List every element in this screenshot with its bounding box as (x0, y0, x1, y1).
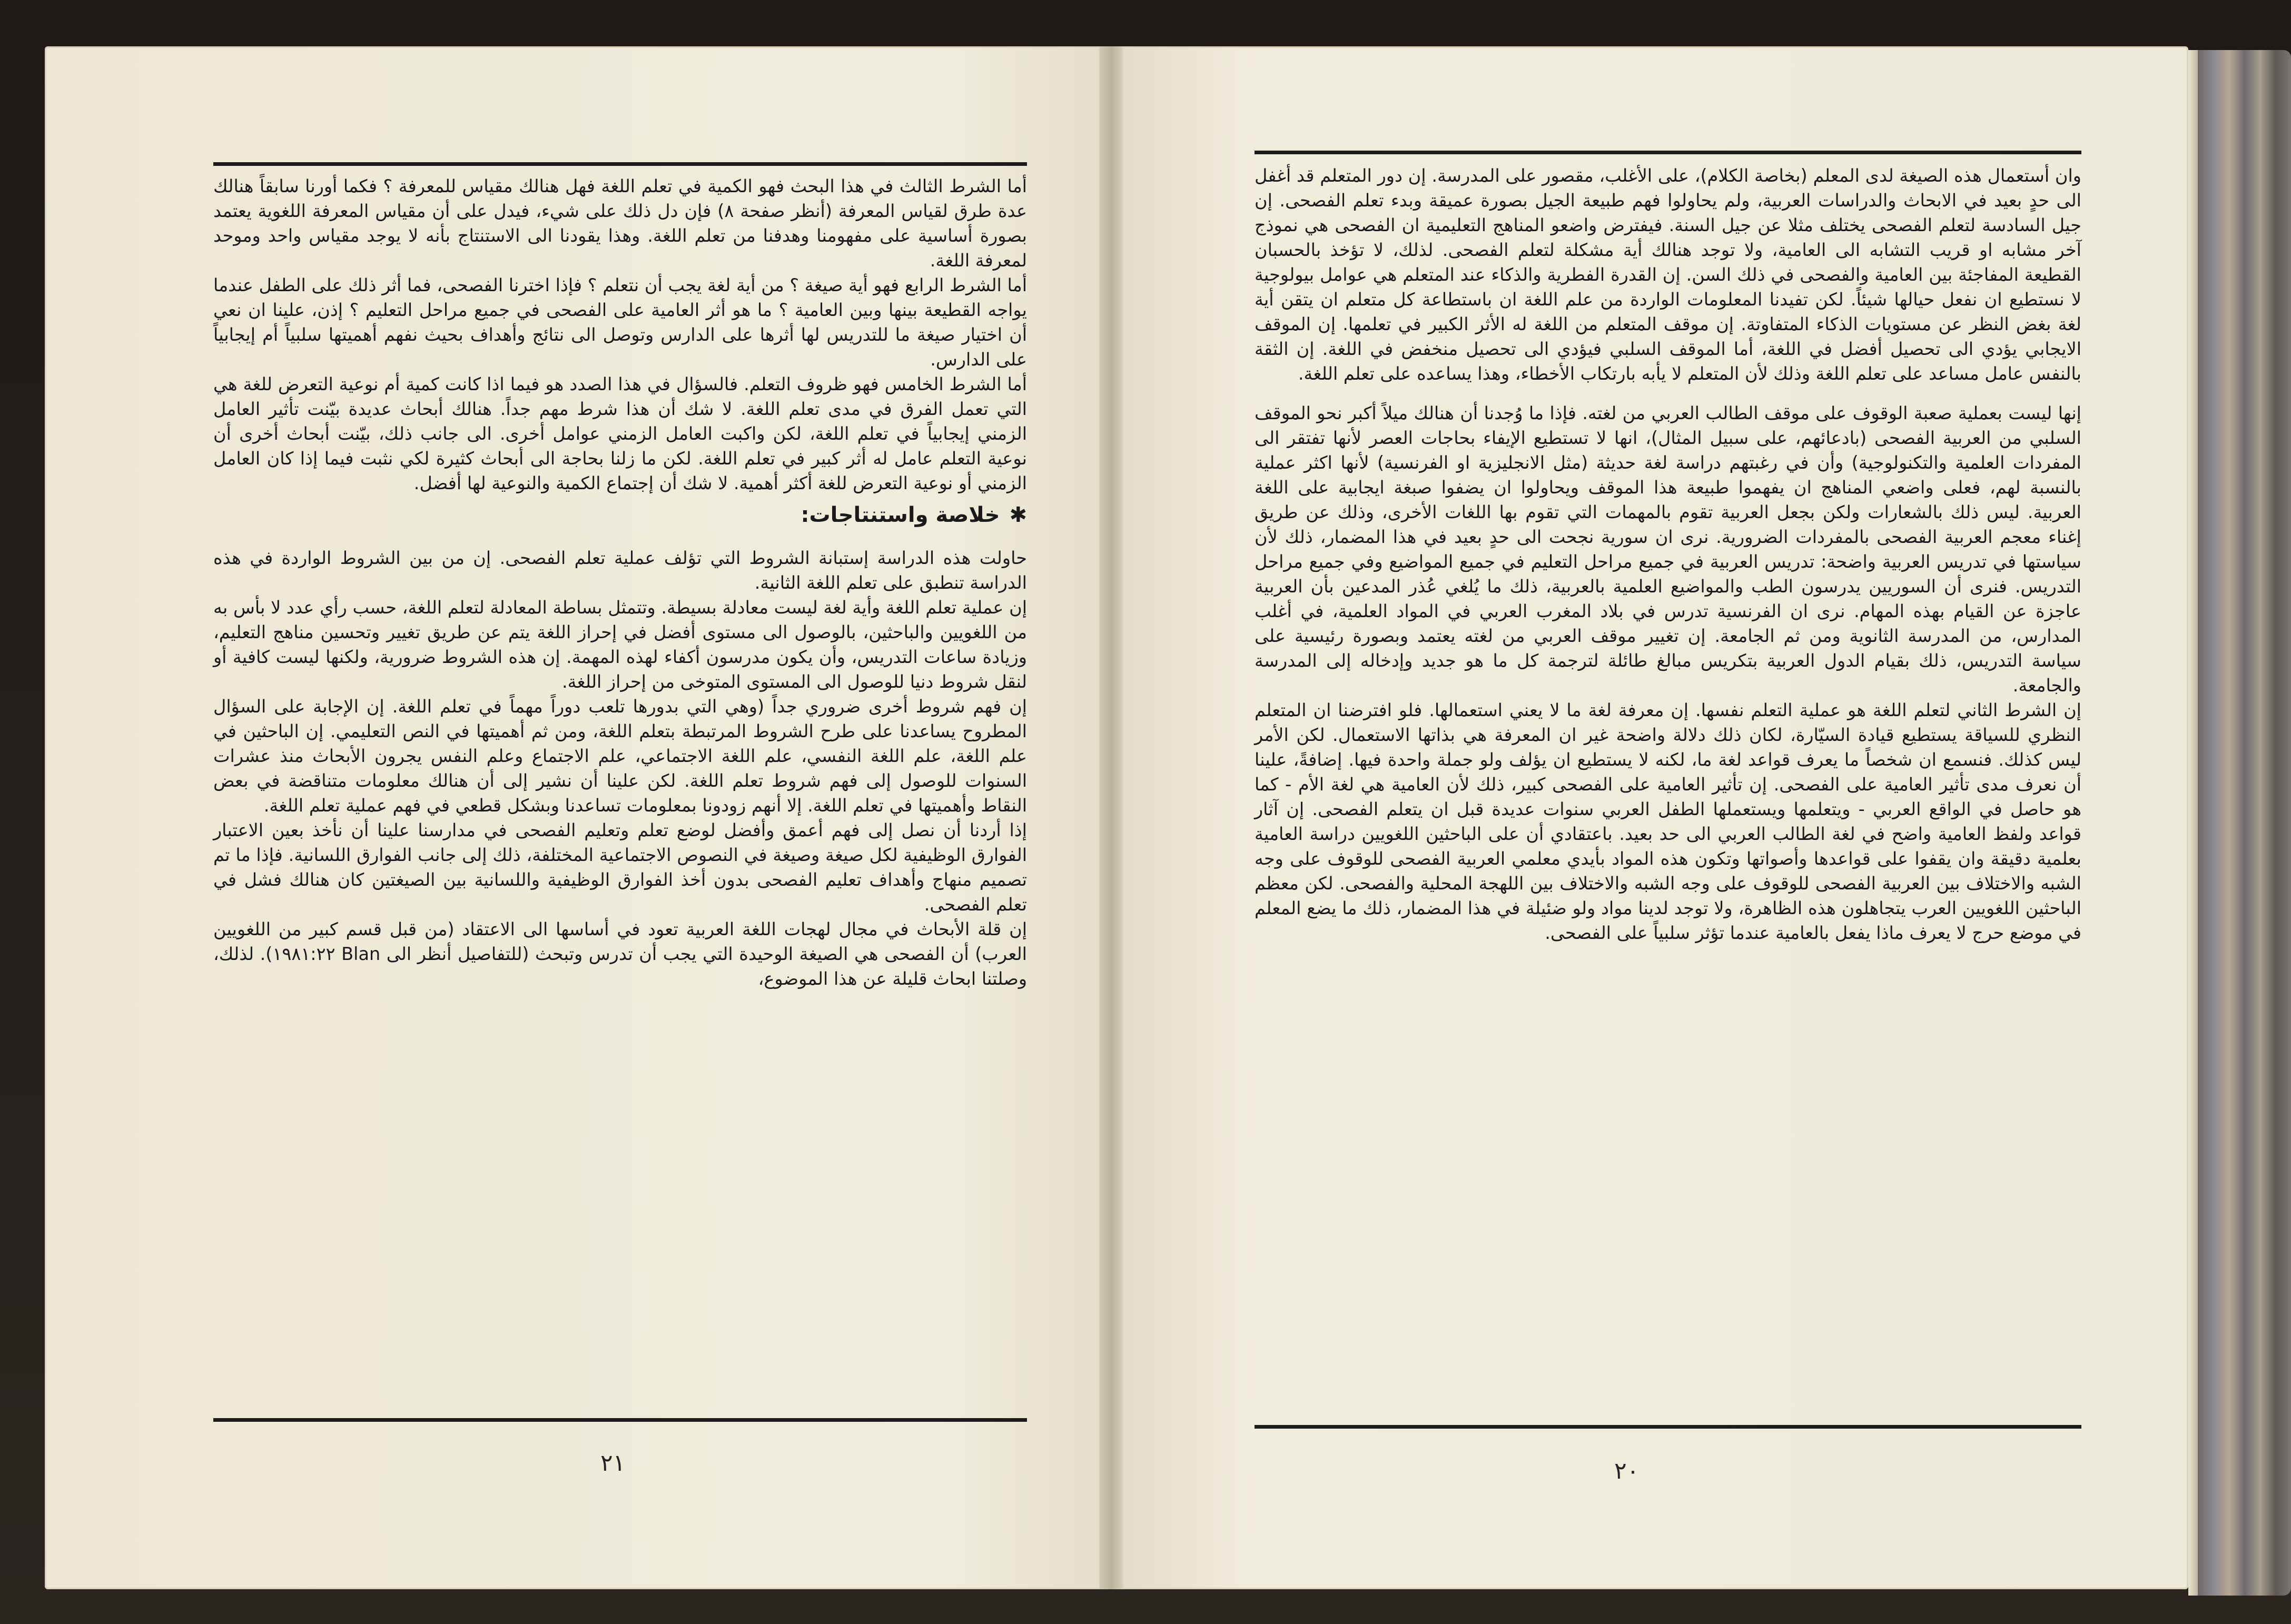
heading-star-icon: ✱ (1009, 503, 1027, 527)
paragraph: إذا أردنا أن نصل إلى فهم أعمق وأفضل لوضع تعلم وتعليم الفصحى في مدارسنا علينا أن نأخذ بعين الاعتبار الفوارق الوظيفية لكل صيغة وصيغة في النصوص الاجتماعية المختلفة، ذلك إلى جانب الفوارق اللسانية. فإذا ما تم تصميم منهاج وأهداف تعليم الفصحى بدون أخذ الفوارق الوظيفية واللسانية بين الصيغتين كان هنالك فشل في تعلم الفصحى. (213, 820, 1027, 915)
right-page-body (1255, 163, 2081, 945)
paragraph: أما الشرط الثالث في هذا البحث فهو الكمية في تعلم اللغة فهل هنالك مقياس للمعرفة ؟ فكما أورنا سابقاً هنالك عدة طرق لقياس المعرفة (أنظر صفحة ٨) فإن دل ذلك على شيء، فيدل على أن مقياس المعرفة اللغوية يعتمد بصورة أساسية على مفهومنا وهدفنا من تعلم اللغة. وهذا يقودنا الى الاستنتاج بأنه لا يوجد مقياس واحد وموحد لمعرفة اللغة. (213, 176, 1027, 271)
paragraph: حاولت هذه الدراسة إستبانة الشروط التي تؤلف عملية تعلم الفصحى. إن من بين الشروط الواردة في هذه الدراسة تنطبق على تعلم اللغة الثانية. (213, 548, 1027, 593)
cover-edge (2188, 50, 2291, 1596)
paragraph: أما الشرط الخامس فهو ظروف التعلم. فالسؤال في هذا الصدد هو فيما اذا كانت كمية أم نوعية التعرض للغة هي التي تعمل الفرق في مدى تعلم اللغة. لا شك أن هذا شرط مهم جداً. هنالك أبحاث عديدة بيّنت تأثير العامل الزمني إيجابياً في تعلم اللغة، لكن واكبت العامل الزمني عوامل أخرى. الى جانب ذلك، بيّنت أبحاث أخرى أن نوعية التعلم عامل له أثر كبير في تعلم اللغة. لكن ما زلنا بحاجة الى أبحاث كثيرة لكي نثبت فيما إذا كان العامل الزمني أو نوعية التعرض للغة أكثر أهمية. لا شك أن إجتماع الكمية والنوعية لها أفضل. (213, 374, 1027, 493)
bottom-rule (1255, 1425, 2081, 1429)
page-number: ٢١ (600, 1450, 626, 1477)
paragraph: إن فهم شروط أخرى ضروري جداً (وهي التي بدورها تلعب دوراً مهماً في تعلم اللغة. إن الإجابة على السؤال المطروح يساعدنا على طرح الشروط المرتبطة بتعلم اللغة، ومن ثم أهميتها في النص التعليمي. إن الباحثين في علم اللغة، علم اللغة النفسي، علم اللغة الاجتماعي، علم الاجتماع وعلم النفس يجرون الأبحاث منذ عشرات السنوات للوصول إلى فهم شروط تعلم اللغة. لكن علينا أن نشير إلى أن هنالك معلومات متناقضة في بعض النقاط وأهميتها في تعلم اللغة. إلا أنهم زودونا بمعلومات تساعدنا وبشكل قطعي في فهم عملية تعلم اللغة. (213, 696, 1027, 816)
bottom-rule (213, 1418, 1027, 1422)
paragraph: إن الشرط الثاني لتعلم اللغة هو عملية التعلم نفسها. إن معرفة لغة ما لا يعني استعمالها. فلو افترضنا ان المتعلم النظري للسياقة يستطيع قيادة السيّارة، لكان ذلك دلالة واضحة غير ان المعرفة هي بذاتها الاستعمال. لكن الأمر ليس كذلك. فنسمع ان شخصاً ما يعرف قواعد لغة ما، لكنه لا يستطيع ان يؤلف ولو جملة واحدة فيها. إضافةً، علينا أن نعرف مدى تأثير العامية على الفصحى. إن تأثير العامية على الفصحى كبير، ذلك لأن العامية هي لغة الأم - كما هو حاصل في الواقع العربي - ويتعلمها ويستعملها الطفل العربي سنوات عديدة قبل ان يتعلم الفصحى. إن آثار قواعد ولفظ العامية واضح في لغة الطالب العربي الى حد بعيد. باعتقادي أن على الباحثين اللغويين دراسة العامية بعلمية دقيقة وان يقفوا على قواعدها وأصواتها وتكون هذه المواد بأيدي معلمي العربية الفصحى للوقوف على وجه الشبه والاختلاف بين العربية الفصحى للوقوف على وجه الشبه والاختلاف بين اللهجة المحلية والفصحى. لكن معظم الباحثين اللغويين العرب يتجاهلون هذه الظاهرة، ولا توجد لدينا مواد ولو ضئيلة في هذا المضمار، ذلك ما يضع المعلم في موضع حرج لا يعرف ماذا يفعل بالعامية عندما تؤثر سلبياً على الفصحى. (1255, 700, 2081, 943)
paragraph: إن قلة الأبحاث في مجال لهجات اللغة العربية تعود في أساسها الى الاعتقاد (من قبل قسم كبير من اللغويين العرب) أن الفصحى هي الصيغة الوحيدة التي يجب أن تدرس وتبحث (للتفاصيل أنظر الى Blan ١٩٨١:٢٢). لذلك، وصلتنا ابحاث قليلة عن هذا الموضوع، (213, 919, 1027, 989)
paragraph: أما الشرط الرابع فهو أية صيغة ؟ من أية لغة يجب أن نتعلم ؟ فإذا اخترنا الفصحى، فما أثر ذلك على الطفل عندما يواجه القطيعة بينها وبين العامية ؟ ما هو أثر العامية على الفصحى في جميع مراحل التعليم ؟ إذن، علينا ان نعي أن اختيار صيغة ما للتدريس لها أثرها على الدارس وتوصل الى نتائج وأهداف بحيث نفهم أهميتها سلبياً أم إيجابياً على الدارس. (213, 275, 1027, 370)
top-rule (1255, 151, 2081, 154)
book-gutter (1100, 46, 1123, 1589)
heading-text: خلاصة واستنتاجات: (801, 503, 1000, 527)
page-number: ٢٠ (1614, 1458, 1640, 1484)
paragraph: وان أستعمال هذه الصيغة لدى المعلم (بخاصة الكلام)، على الأغلب، مقصور على المدرسة. إن دور المتعلم قد أغفل الى حدٍ بعيد في الابحاث والدراسات العربية، ولم يحاولوا فهم طبيعة الجيل بصورة عميقة وبدء تعلم الفصحى. إن جيل السادسة لتعلم الفصحى يختلف مثلا عن جيل السنة. فيفترض واضعو المناهج التعليمية ان الفصحى هي نموذج آخر مشابه او قريب التشابه الى العامية، ولا توجد هنالك أية مشكلة لتعلم الفصحى. لذلك، لا تؤخذ بالحسبان القطيعة المفاجئة بين العامية والفصحى في ذلك السن. إن القدرة الفطرية والذكاء عند المتعلم هي عوامل بيولوجية لا نستطيع ان نفعل حيالها شيئاً. لكن تفيدنا المعلومات الواردة من علم اللغة ان باستطاعة كل متعلم ان يتقن أية لغة بغض النظر عن مستويات الذكاء المتفاوتة. إن موقف المتعلم من اللغة له الأثر الكبير في تعلمها. إن الموقف الايجابي يؤدي الى تحصيل أفضل في اللغة، أما الموقف السلبي فيؤدي الى تحصيل منخفض في اللغة. إن الثقة بالنفس عامل مساعد على تعلم اللغة وذلك لأن المتعلم لا يأبه بارتكاب الأخطاء، وهذا يساعده على تعلم اللغة. (1255, 165, 2081, 384)
top-rule (213, 162, 1027, 166)
section-heading (213, 503, 1027, 528)
paragraph: إنها ليست بعملية صعبة الوقوف على موقف الطالب العربي من لغته. فإذا ما وُجدنا أن هنالك ميلاً أكبر نحو الموقف السلبي من العربية الفصحى (بادعائهم، على سبيل المثال)، انها لا تستطيع الإيفاء بحاجات العصر لأنها تفتقر الى المفردات العلمية والتكنولوجية) وأن في رغبتهم دراسة لغة حديثة (مثل الانجليزية او الفرنسية) لأنها اكثر عملية بالنسبة لهم، فعلى واضعي المناهج ان يفهموا طبيعة هذا الموقف ويحاولوا ان يضفوا صبغة ايجابية على اللغة العربية. ليس ذلك بالشعارات ولكن بجعل العربية تقوم بالمهمات التي تقوم بها اللغات الأخرى، وذلك عن طريق إغناء معجم العربية الفصحى بالمفردات الضرورية. نرى ان سورية نجحت الى حدٍ بعيد في هذا المضمار، ذلك لأن سياستها في تدريس العربية واضحة: تدريس العربية في جميع مراحل التعليم في جميع المواضيع وفي جميع مراحل التدريس. فنرى أن السوريين يدرسون الطب والمواضيع العلمية بالعربية، ذلك ما يُلغي عُذر المدعين بأن العربية عاجزة عن القيام بهذه المهام. نرى ان الفرنسية تدرس في بلاد المغرب العربي في المواد العلمية، في أغلب المدارس، من المدرسة الثانوية ومن ثم الجامعة. إن تغيير موقف العربي من لغته يعتمد وبصورة رئيسية على سياسة التدريس، ذلك بقيام الدول العربية بتكريس مبالغ طائلة لترجمة كل ما هو جديد وإدخاله إلى المدرسة والجامعة. (1255, 403, 2081, 696)
left-page-body (213, 174, 1027, 991)
left-page (45, 46, 1101, 1589)
right-page (1122, 46, 2188, 1589)
paragraph: إن عملية تعلم اللغة وأية لغة ليست معادلة بسيطة. وتتمثل بساطة المعادلة لتعلم اللغة، حسب رأي عدد لا بأس به من اللغويين والباحثين، بالوصول الى مستوى أفضل في إحراز اللغة يتم عن طريق تغيير وتحسين مناهج التعليم، وزيادة ساعات التدريس، وأن يكون مدرسون أكفاء لهذه المهمة. إن هذه الشروط ضرورية، ولكنها ليست كافية أو لنقل شروط دنيا للوصول الى المستوى المتوخى من إحراز اللغة. (213, 597, 1027, 692)
